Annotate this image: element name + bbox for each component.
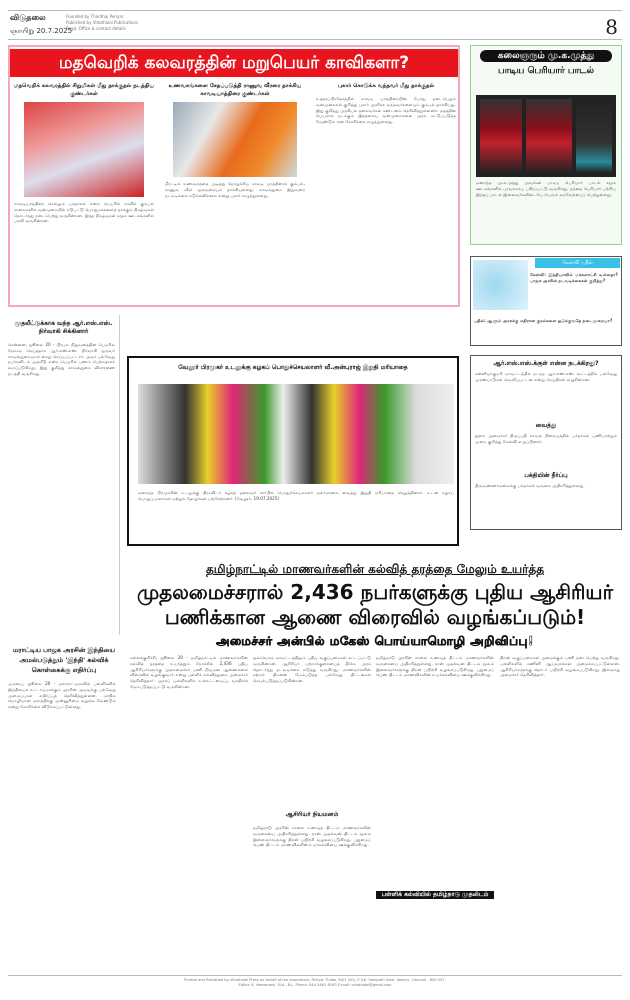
footer-line: Printed and Published by Viduthalai Press on behalf of the proprietors, Periyar Thidal, 84/1 (50), E.V.K. Sampath Salai, Vepery, Chennai - 600 007. bbox=[184, 978, 446, 982]
qa-content bbox=[475, 360, 617, 503]
main-headline bbox=[130, 580, 620, 630]
main-subhead: அமைச்சர் அன்பில் மகேஸ் பொய்யாமொழி அறிவிப்பு! bbox=[216, 634, 534, 648]
main-column bbox=[376, 655, 494, 905]
lead-column-1 bbox=[14, 82, 154, 301]
left-column-story bbox=[8, 315, 120, 635]
left-column-story-2 bbox=[8, 645, 120, 955]
left-story-2-body: மும்பை, ஜூலை 20 - மகாராட்டிராவில் பள்ளிகளில் இந்தியைக் கட்டாயமாக்கும் அரசின் முடிவுக்கு பல்வேறு அமைப்புகள் எதிர்ப்புத் தெரிவித்துள்ளன. மாநில மொழியான மராத்திக்கு முன்னுரிமை வழங்க வேண்டும் என்று கோரிக்கை விடுக்கப்பட்டுள்ளது. bbox=[8, 681, 116, 710]
publisher-info bbox=[66, 14, 366, 32]
qa-body: திருவண்ணாமலைக்கு பக்தர்கள் வருகை அதிகரித்துள்ளது. bbox=[475, 483, 585, 488]
phone-screens-image bbox=[476, 95, 616, 177]
paper-name: விடுதலை bbox=[10, 13, 46, 22]
main-column-body: தமிழ்நாடு அரசின் காலை உணவுத் திட்டம் மாணவர்களின் வருகையை அதிகரித்துள்ளது. நான் முதல்வன் திட்டம் மூலம் இளைஞர்களுக்கு திறன் பயிற்சி வழங்கப்படுகிறது. புதுமைப் பெண் திட்டம் மாணவிகளின் உயர்கல்வியை ஊக்குவிக்கிறது. bbox=[376, 655, 494, 678]
cartoon-header: கேள்வி பதில் bbox=[535, 258, 620, 268]
qa-heading: பக்தியின் தீர்ப்பு bbox=[524, 472, 568, 479]
photo-story-heading: வேலூர் பிரமுகர் உடலுக்கு கழகப் பொதுச்செயலாளர் வீ.அன்புராஜ் இறுதி மரியாதை bbox=[178, 364, 408, 371]
headline-line: முதலமைச்சரால் 2,436 நபர்களுக்கு புதிய ஆசிரியர் bbox=[136, 580, 614, 604]
cartoon-answer: பதில்: ஆளும் அரசுக்கு எதிரான குரல்களை ஒடுக்குவதே நடைமுறையா? bbox=[474, 318, 613, 323]
left-story-body: சென்னை, ஜூலை 20 - பிரபல நிறுவனத்தின் பெயரில் மோசடி செய்ததாக ஆர்.எஸ்.எஸ். நிர்வாகி ஒருவர் காவல்துறையால் கைது செய்யப்பட்டார். அவர் பல்வேறு நபர்களிடம் முதலீடு என்ற பெயரில் பணம் பெற்றதாகக் கூறப்படுகிறது. இது குறித்து காவல்துறை விசாரணை நடத்தி வருகிறது. bbox=[8, 342, 115, 376]
column-heading: உணவகங்களை சேதப்படுத்தி ராணுவ வீரரை தாக்கிய காவடியாத்திரை குண்டர்கள் bbox=[168, 83, 302, 97]
cartoon-question: கேள்வி: இந்தியாவில் மக்களாட்சி உள்ளதா? பாஜக அரசின் நடவடிக்கைகள் குறித்து? bbox=[530, 272, 618, 283]
photo-caption: மறைந்த பிரமுகரின் உடலுக்கு திராவிடர் கழகத் தலைவர் சார்பில் பொதுச்செயலாளர் மலர்மாலை வைத்து இறுதி மரியாதை செலுத்தினார். உடன் கழகப் பொறுப்பாளர்கள் மற்றும் தோழர்கள் பங்கேற்றனர். (வேலூர், 19.07.2025) bbox=[138, 490, 454, 501]
lead-story-title: மதவெறிக் கலவரத்தின் மறுபெயர் காவிகளா? bbox=[10, 49, 458, 77]
info-line: Published by Viduthalai Publications bbox=[66, 20, 139, 25]
side-feature-body: மறைந்த மு.க.முத்து அவர்கள் பாடிய பெரியார் பாடல் சமூக ஊடகங்களில் பரவலாகப் பகிரப்பட்டு வருகிறது. தந்தை பெரியார் பற்றிய இந்தப் பாடல் இளைஞர்களிடையே பெரும் வரவேற்பைப் பெற்றுள்ளது. bbox=[476, 180, 616, 197]
column-body: மீரட்டில் உணவகத்தை அடித்து நொறுக்கிய காவடி யாத்திரைக் கும்பல், ராணுவ வீரர் ஒருவரையும் தாக்கியுள்ளது. காவல்துறை இதுவரை நடவடிக்கை எடுக்கவில்லை என்று புகார் எழுந்துள்ளது. bbox=[165, 181, 305, 198]
info-line: Regd. Office & contact details bbox=[66, 26, 126, 31]
qa-body: துறை அமைச்சர் திருப்பதி காவல் நிலையத்தில் பக்தர்கள் பணியாற்றும் முறை குறித்து கேள்வி எழுப்பினார். bbox=[475, 433, 617, 444]
page-number: 8 bbox=[605, 15, 618, 39]
lead-column-3 bbox=[316, 82, 456, 301]
phone-screen bbox=[480, 99, 522, 173]
issue-date: ஞாயிறு 20.7.2025 bbox=[10, 27, 73, 35]
side-feature-title bbox=[472, 50, 620, 77]
masthead bbox=[8, 10, 622, 40]
info-line: Founded by Thanthai Periyar bbox=[66, 14, 124, 19]
qa-heading: வைத்து bbox=[535, 422, 557, 429]
column-heading: மதவெறிக் கலவரத்தில் சிறுமிகள் மீது தாக்குதல் நடத்திய குண்டர்கள் bbox=[14, 83, 154, 97]
side-title-line: பாடிய பெரியார் பாடல் bbox=[498, 66, 594, 76]
inline-heading: ஆசிரியர் நியமனம் bbox=[285, 811, 339, 818]
main-column-body: தமிழ்நாடு அரசின் காலை உணவுத் திட்டம் மாணவர்களின் வருகையை அதிகரித்துள்ளது. நான் முதல்வன் திட்டம் மூலம் இளைஞர்களுக்கு திறன் பயிற்சி வழங்கப்படுகிறது. புதுமைப் பெண் திட்டம் மாணவிகளின் உயர்கல்வியை ஊக்குவிக்கிறது. bbox=[253, 825, 371, 848]
left-story-2-heading: மராட்டிய பாஜக அரசின் இந்தியை அமல்படுத்தும் 'இந்தி' கல்விக் கொள்கைக்கு எதிர்ப்பு bbox=[12, 646, 116, 674]
lead-column-2 bbox=[165, 82, 305, 301]
qa-heading: ஆர்.எஸ்.எஸ்.க்குள் என்ன நடக்கிறது? bbox=[493, 360, 599, 367]
side-title-line: கலைஞரும் மு.க.முத்து bbox=[480, 50, 612, 62]
footer-line: Editor: K. Veeramani, M.A., B.L. Phone: 044-2661 8163 E-mail: viduthalai@gmail.com bbox=[238, 983, 392, 987]
lead-photo-1 bbox=[24, 102, 144, 197]
phone-screen bbox=[526, 99, 572, 173]
qa-body: கன்னியாகுமரி மாவட்டத்தில் நடந்த ஆர்.எஸ்.எஸ். கூட்டத்தில் பல்வேறு முரண்பாடுகள் வெளிப்பட்டன என்று செய்திகள் கூறுகின்றன. bbox=[475, 371, 617, 382]
main-kicker: தமிழ்நாட்டில் மாணவர்களின் கல்வித் தரத்தை மேலும் உயர்த்த bbox=[205, 562, 545, 576]
lead-photo-2 bbox=[173, 102, 297, 177]
column-body: உத்தரப்பிரதேசத்தில் காவடி யாத்திரையின் போது நடைபெறும் வன்முறைகள் குறித்து புகார் அளிக்க வந்தவர்களையும் கும்பல் தாக்கியது. இது குறித்து அரசியல் தலைவர்கள் கண்டனம் தெரிவித்துள்ளனர். மதத்தின் பெயரால் நடக்கும் இத்தகைய வன்முறைகளை அரசு கட்டுப்படுத்த வேண்டும் என கோரிக்கை எழுந்துள்ளது. bbox=[316, 96, 456, 125]
column-heading: புகார் கொடுக்க வந்தவர் மீது தாக்குதல் bbox=[337, 83, 435, 89]
main-column: திறன் வகுப்பறைகள் அமைக்கும் பணி நடைபெற்று வருகிறது. பள்ளிகளில் கணினி ஆய்வகங்கள் அமைக்கப்பட்டுள்ளன. ஆசிரியர்களுக்கு தொடர் பயிற்சி வழங்கப்படுகிறது. இவ்வாறு அமைச்சர் தெரிவித்தார். bbox=[500, 655, 620, 678]
inline-heading: பள்ளிக் கல்வியில் தமிழ்நாடு முதலிடம் bbox=[376, 891, 494, 899]
phone-screen bbox=[576, 99, 612, 173]
imprint-footer bbox=[8, 975, 622, 993]
main-column: கள்ளக்குறிச்சி, ஜூலை 20 - தமிழ்நாட்டில் மாணவர்களின் கல்வித் தரத்தை உயர்த்தும் நோக்கில் 2,436 புதிய ஆசிரியர்களுக்கு முதலமைச்சர் பணி நியமன ஆணைகளை விரைவில் வழங்குவார் என்று பள்ளிக் கல்வித்துறை அமைச்சர் தெரிவித்தார். அரசுப் பள்ளிகளில் உள்கட்டமைப்பு வசதிகள் மேம்படுத்தப்பட்டு வருகின்றன. bbox=[130, 655, 248, 689]
headline-line: பணிக்கான ஆணை விரைவில் வழங்கப்படும்! bbox=[164, 605, 586, 629]
photo-story-image bbox=[138, 384, 454, 484]
cartoon-illustration bbox=[473, 260, 528, 310]
main-column bbox=[253, 655, 371, 965]
column-body: காவடியாத்திரை செல்லும் பக்தர்கள் என்ற பெயரில் காவிக் கும்பல் சாலைகளில் வன்முறையில் ஈடுபட்டு பொதுமக்களைத் தாக்கும் நிகழ்வுகள் தொடர்ந்து நடைபெற்று வருகின்றன. இந்த நிகழ்வுகள் சமூக ஊடகங்களில் பரவி வருகின்றன. bbox=[14, 201, 154, 224]
left-story-heading: முதலீட்டுக்காக வந்த ஆர்.எஸ்.எஸ். நிர்வாகி சிக்கினார் bbox=[14, 320, 113, 335]
main-column-body: ஒவ்வொரு மாவட்டத்திலும் புதிய வகுப்பறைகள் கட்டப்பட்டு வருகின்றன. ஆசிரியர் பற்றாக்குறையைத் தீர்க்க அரசு தொடர்ந்து நடவடிக்கை எடுத்து வருகிறது. மாணவர்களின் கற்றல் திறனை மேம்படுத்த பல்வேறு திட்டங்கள் செயல்படுத்தப்படுகின்றன. bbox=[253, 655, 371, 684]
